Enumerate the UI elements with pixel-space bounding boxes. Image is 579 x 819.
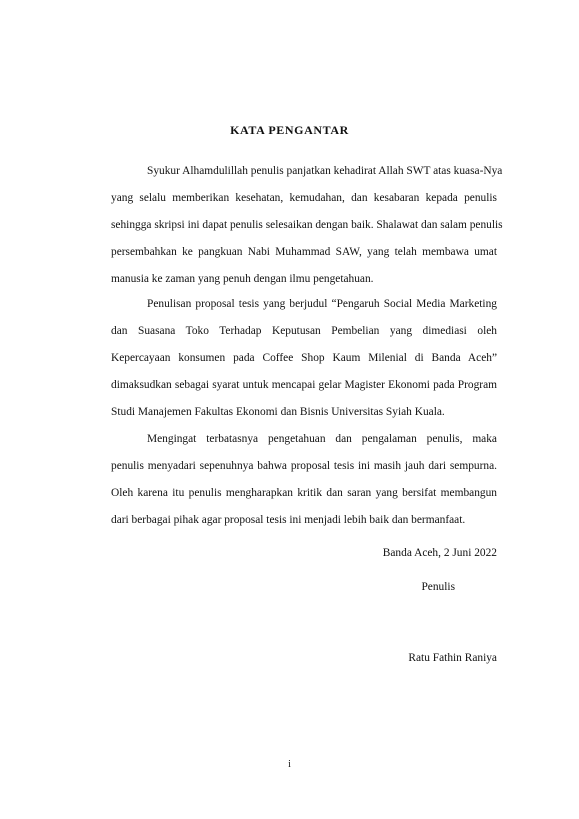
signature-place-date: Banda Aceh, 2 Juni 2022 [382,547,497,559]
paragraph-2-line-1: Penulisan proposal tesis yang berjudul “Pengaruh Social Media Marketing [147,298,497,310]
page-number: i [288,759,291,770]
paragraph-3-line-4: dari berbagai pihak agar proposal tesis ini menjadi lebih baik dan bermanfaat. [111,514,466,526]
signature-role: Penulis [421,581,455,593]
paragraph-1-line-3: sehingga skripsi ini dapat penulis selesaikan dengan baik. Shalawat dan salam penulis [111,219,503,231]
paragraph-1-line-1: Syukur Alhamdulillah penulis panjatkan kehadirat Allah SWT atas kuasa-Nya [147,165,503,177]
paragraph-2-line-5: Studi Manajemen Fakultas Ekonomi dan Bisnis Universitas Syiah Kuala. [111,406,445,418]
paragraph-3-line-2: penulis menyadari sepenuhnya bahwa proposal tesis ini masih jauh dari sempurna. [111,460,497,472]
paragraph-3-line-1: Mengingat terbatasnya pengetahuan dan pengalaman penulis, maka [147,433,497,445]
paragraph-1-line-5: manusia ke zaman yang penuh dengan ilmu pengetahuan. [111,273,374,285]
signature-name: Ratu Fathin Raniya [408,652,497,664]
paragraph-2-line-3: Kepercayaan konsumen pada Coffee Shop Kaum Milenial di Banda Aceh” [111,352,497,364]
paragraph-2-line-4: dimaksudkan sebagai syarat untuk mencapai gelar Magister Ekonomi pada Program [111,379,497,391]
page-title: KATA PENGANTAR [230,123,349,137]
paragraph-3-line-3: Oleh karena itu penulis mengharapkan kritik dan saran yang bersifat membangun [111,487,497,499]
paragraph-2-line-2: dan Suasana Toko Terhadap Keputusan Pembelian yang dimediasi oleh [111,325,497,337]
paragraph-1-line-4: persembahkan ke pangkuan Nabi Muhammad SAW, yang telah membawa umat [111,246,497,258]
paragraph-1-line-2: yang selalu memberikan kesehatan, kemudahan, dan kesabaran kepada penulis [111,192,497,204]
